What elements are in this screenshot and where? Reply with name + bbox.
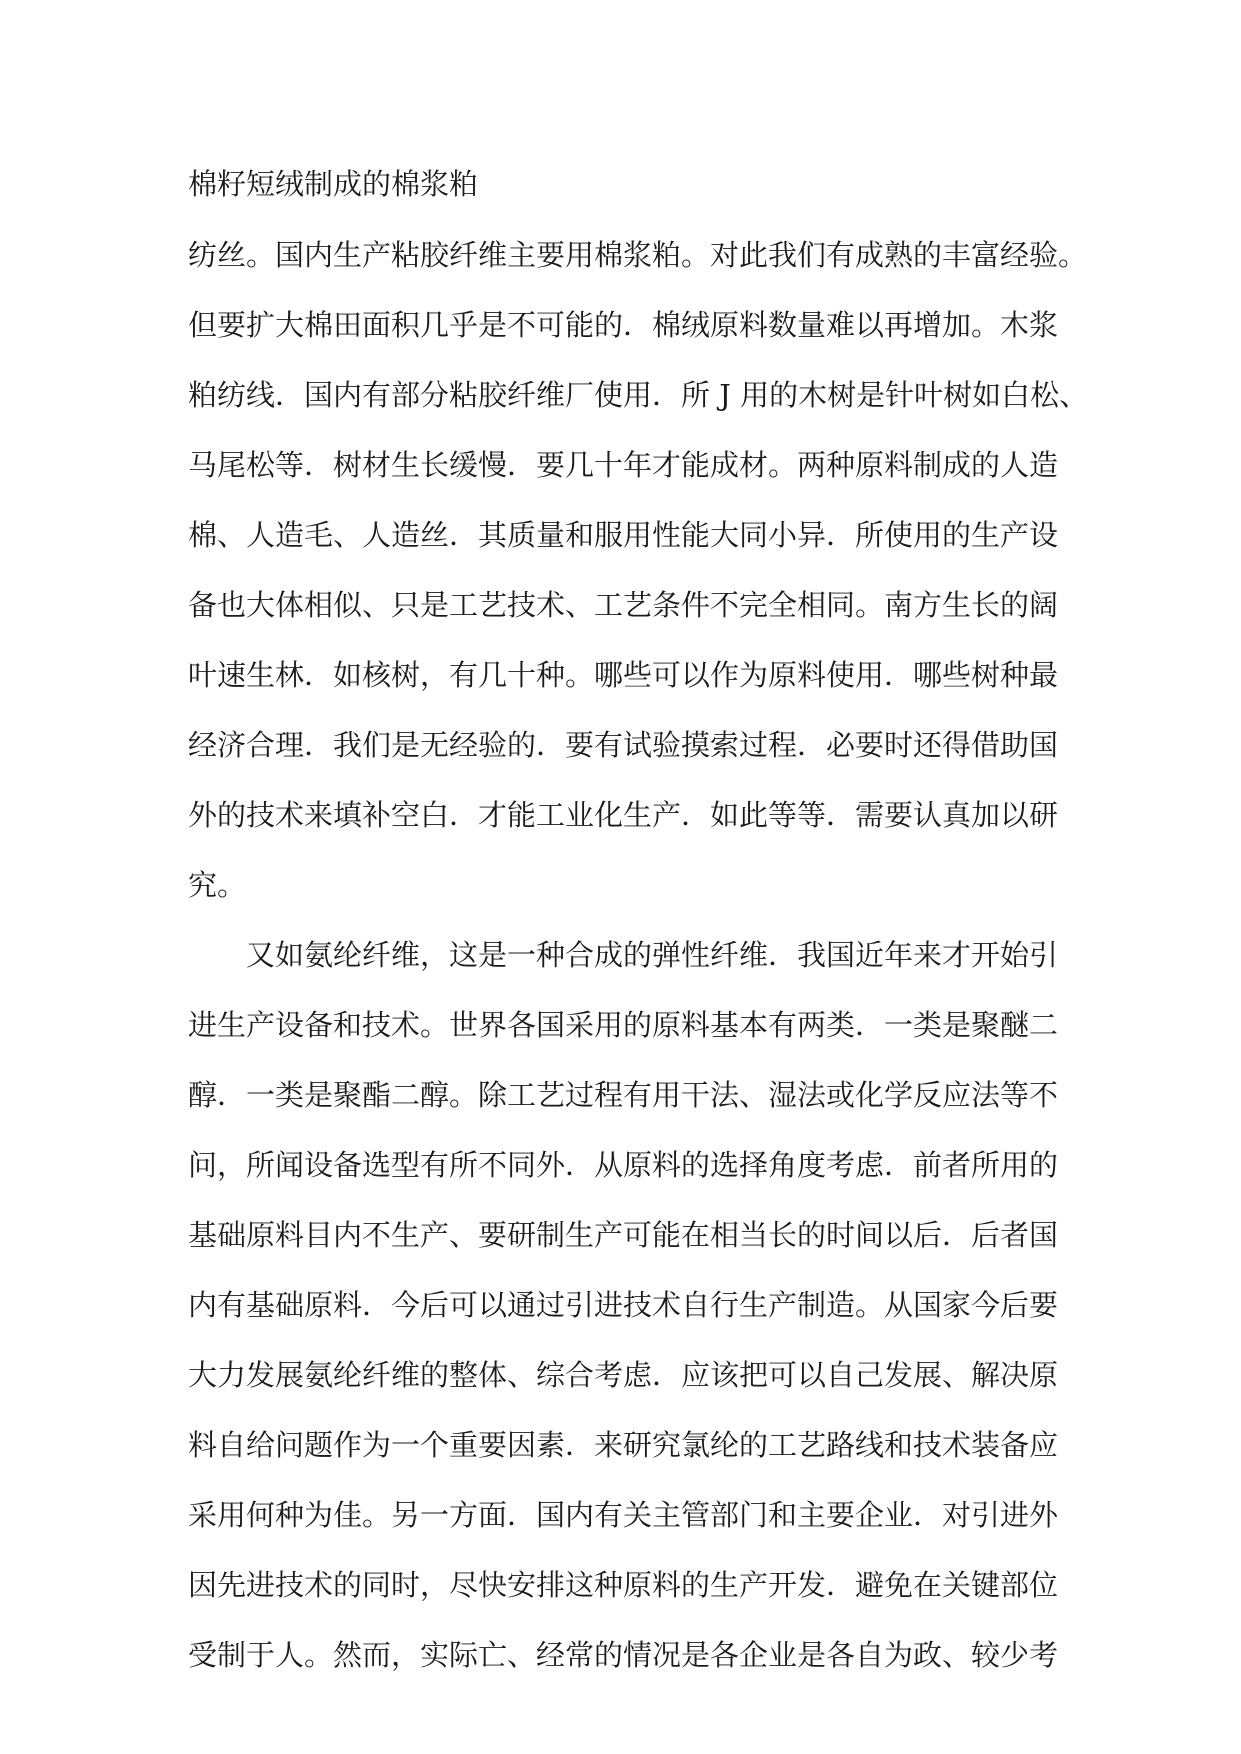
paragraph-2-line: 因先进技术的同时，尽快安排这种原料的生产开发．避免在关键部位 [188,1568,1059,1602]
paragraph-2-line: 采用何种为佳。另一方面．国内有关主管部门和主要企业．对引进外 [188,1498,1059,1532]
paragraph-2-line: 基础原料目内不生产、要研制生产可能在相当长的时间以后．后者国 [188,1218,1059,1252]
paragraph-1-line: 棉、人造毛、人造丝．其质量和服用性能大同小异．所使用的生产设 [188,518,1059,552]
paragraph-1-line: 但要扩大棉田面积几乎是不可能的．棉绒原料数量难以再增加。木浆 [188,308,1059,342]
paragraph-2-line: 问，所闻设备选型有所不同外．从原料的选择角度考虑．前者所用的 [188,1148,1059,1182]
paragraph-2-line: 醇．一类是聚酯二醇。除工艺过程有用干法、湿法或化学反应法等不 [188,1078,1059,1112]
paragraph-2-line: 大力发展氨纶纤维的整体、综合考虑．应该把可以自己发展、解决原 [188,1358,1059,1392]
paragraph-1-line: 纺丝。国内生产粘胶纤维主要用棉浆粕。对此我们有成熟的丰富经验。 [188,238,1088,272]
paragraph-2-line: 又如氨纶纤维，这是一种合成的弹性纤维．我国近年来才开始引 [246,938,1059,972]
paragraph-2-line: 内有基础原料．今后可以通过引进技术自行生产制造。从国家今后要 [188,1288,1059,1322]
paragraph-2-line: 进生产设备和技术。世界各国采用的原料基本有两类．一类是聚醚二 [188,1008,1059,1042]
paragraph-1-line: 粕纺线．国内有部分粘胶纤维厂使用．所 J 用的木树是针叶树如白松、 [188,378,1089,412]
paragraph-1-line: 外的技术来填补空白．才能工业化生产．如此等等．需要认真加以研 [188,798,1059,832]
section-heading: 棉籽短绒制成的棉浆粕 [188,167,479,201]
paragraph-1-line: 经济合理．我们是无经验的．要有试验摸索过程．必要时还得借助国 [188,728,1059,762]
paragraph-1-line: 究。 [188,868,247,902]
paragraph-1-line: 叶速生林．如核树，有几十种。哪些可以作为原料使用．哪些树种最 [188,658,1059,692]
paragraph-2-line: 料自给问题作为一个重要因素．来研究氯纶的工艺路线和技术装备应 [188,1428,1059,1462]
paragraph-2-line: 受制于人。然而，实际亡、经常的情况是各企业是各自为政、较少考 [188,1638,1059,1672]
paragraph-1-line: 马尾松等．树材生长缓慢．要几十年才能成材。两种原料制成的人造 [188,448,1059,482]
paragraph-1-line: 备也大体相似、只是工艺技术、工艺条件不完全相同。南方生长的阔 [188,588,1059,622]
